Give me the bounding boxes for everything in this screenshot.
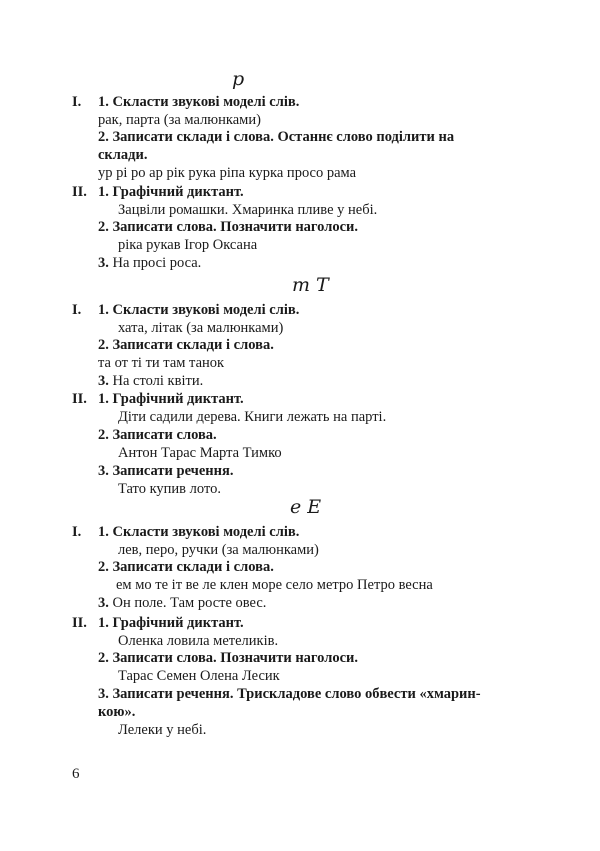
task-number: 2.	[98, 650, 109, 666]
task-title-text: Скласти звукові моделі слів.	[112, 302, 300, 318]
task-content: рак, парта (за малюнками)	[98, 112, 261, 128]
task-title-text: Записати склади і слова. Останнє слово поділити на	[112, 129, 455, 145]
task-number: 2.	[98, 427, 109, 443]
task-inline-text: На столі квіти.	[112, 373, 204, 389]
task-number: 2.	[98, 219, 109, 235]
task-content: ем мо те іт ве ле клен море село метро Петро весна	[116, 577, 433, 593]
task-title	[98, 558, 274, 576]
task-title-text: Графічний диктант.	[112, 615, 244, 631]
task-title	[98, 128, 454, 146]
task-title-text: Записати речення.	[112, 463, 234, 479]
task-title	[98, 390, 244, 408]
roman-numeral: II.	[72, 391, 87, 407]
task-content: хата, літак (за малюнками)	[118, 320, 284, 336]
task-number: 2.	[98, 559, 109, 575]
task-title-text: Записати слова. Позначити наголоси.	[112, 650, 359, 666]
task-title-text: Скласти звукові моделі слів.	[112, 94, 300, 110]
task-number: 1.	[98, 302, 109, 318]
task-inline	[98, 372, 203, 390]
task-title	[98, 183, 244, 201]
task-content: Діти садили дерева. Книги лежать на парті.	[118, 409, 387, 425]
task-title-text: Графічний диктант.	[112, 391, 244, 407]
task-title-text: Записати речення. Трискладове слово обвести «хмарин-	[112, 686, 481, 702]
task-title	[98, 301, 299, 319]
task-title-cont: кою».	[98, 704, 136, 720]
task-title	[98, 523, 299, 541]
task-title	[98, 336, 274, 354]
task-inline-text: На просі роса.	[112, 255, 202, 271]
task-number: 3.	[98, 686, 109, 702]
roman-numeral: II.	[72, 615, 87, 631]
task-content: Тарас Семен Олена Лесик	[118, 668, 280, 684]
task-title	[98, 218, 358, 236]
task-content: та от ті ти там танок	[98, 355, 225, 371]
page-number: 6	[72, 766, 80, 782]
task-inline-text: Он поле. Там росте овес.	[112, 595, 267, 611]
task-title-text: Записати склади і слова.	[112, 337, 274, 353]
section-header: е Е	[290, 496, 322, 518]
roman-numeral: II.	[72, 184, 87, 200]
roman-numeral: I.	[72, 524, 82, 540]
task-content: Тато купив лото.	[118, 481, 221, 497]
task-content: лев, перо, ручки (за малюнками)	[118, 542, 319, 558]
task-title	[98, 614, 244, 632]
task-number: 1.	[98, 391, 109, 407]
task-number: 2.	[98, 129, 109, 145]
task-content: Зацвіли ромашки. Хмаринка пливе у небі.	[118, 202, 378, 218]
task-title-text: Графічний диктант.	[112, 184, 244, 200]
task-title	[98, 649, 358, 667]
task-number: 3.	[98, 595, 109, 611]
task-line	[72, 93, 81, 111]
task-content: ріка рукав Ігор Оксана	[118, 237, 258, 253]
task-inline	[98, 594, 266, 612]
section-header: т Т	[292, 274, 329, 296]
task-content: Оленка ловила метеликів.	[118, 633, 279, 649]
task-number: 1.	[98, 524, 109, 540]
task-number: 3.	[98, 373, 109, 389]
task-number: 2.	[98, 337, 109, 353]
task-title-cont: склади.	[98, 147, 148, 163]
task-number: 3.	[98, 255, 109, 271]
task-content: ур рі ро ар рік рука ріпа курка просо рама	[98, 165, 357, 181]
task-inline	[98, 254, 201, 272]
section-header: р	[232, 68, 245, 90]
task-number: 3.	[98, 463, 109, 479]
task-title-text: Записати слова. Позначити наголоси.	[112, 219, 359, 235]
task-number: 1.	[98, 94, 109, 110]
roman-numeral: I.	[72, 302, 82, 318]
task-title	[98, 426, 217, 444]
task-content: Антон Тарас Марта Тимко	[118, 445, 282, 461]
task-number: 1.	[98, 615, 109, 631]
task-title-text: Записати склади і слова.	[112, 559, 274, 575]
task-content: Лелеки у небі.	[118, 722, 207, 738]
task-title	[98, 462, 233, 480]
task-title-text: Записати слова.	[112, 427, 217, 443]
task-title	[98, 93, 299, 111]
task-number: 1.	[98, 184, 109, 200]
task-title	[98, 685, 481, 703]
task-title-text: Скласти звукові моделі слів.	[112, 524, 300, 540]
roman-numeral: I.	[72, 94, 82, 110]
